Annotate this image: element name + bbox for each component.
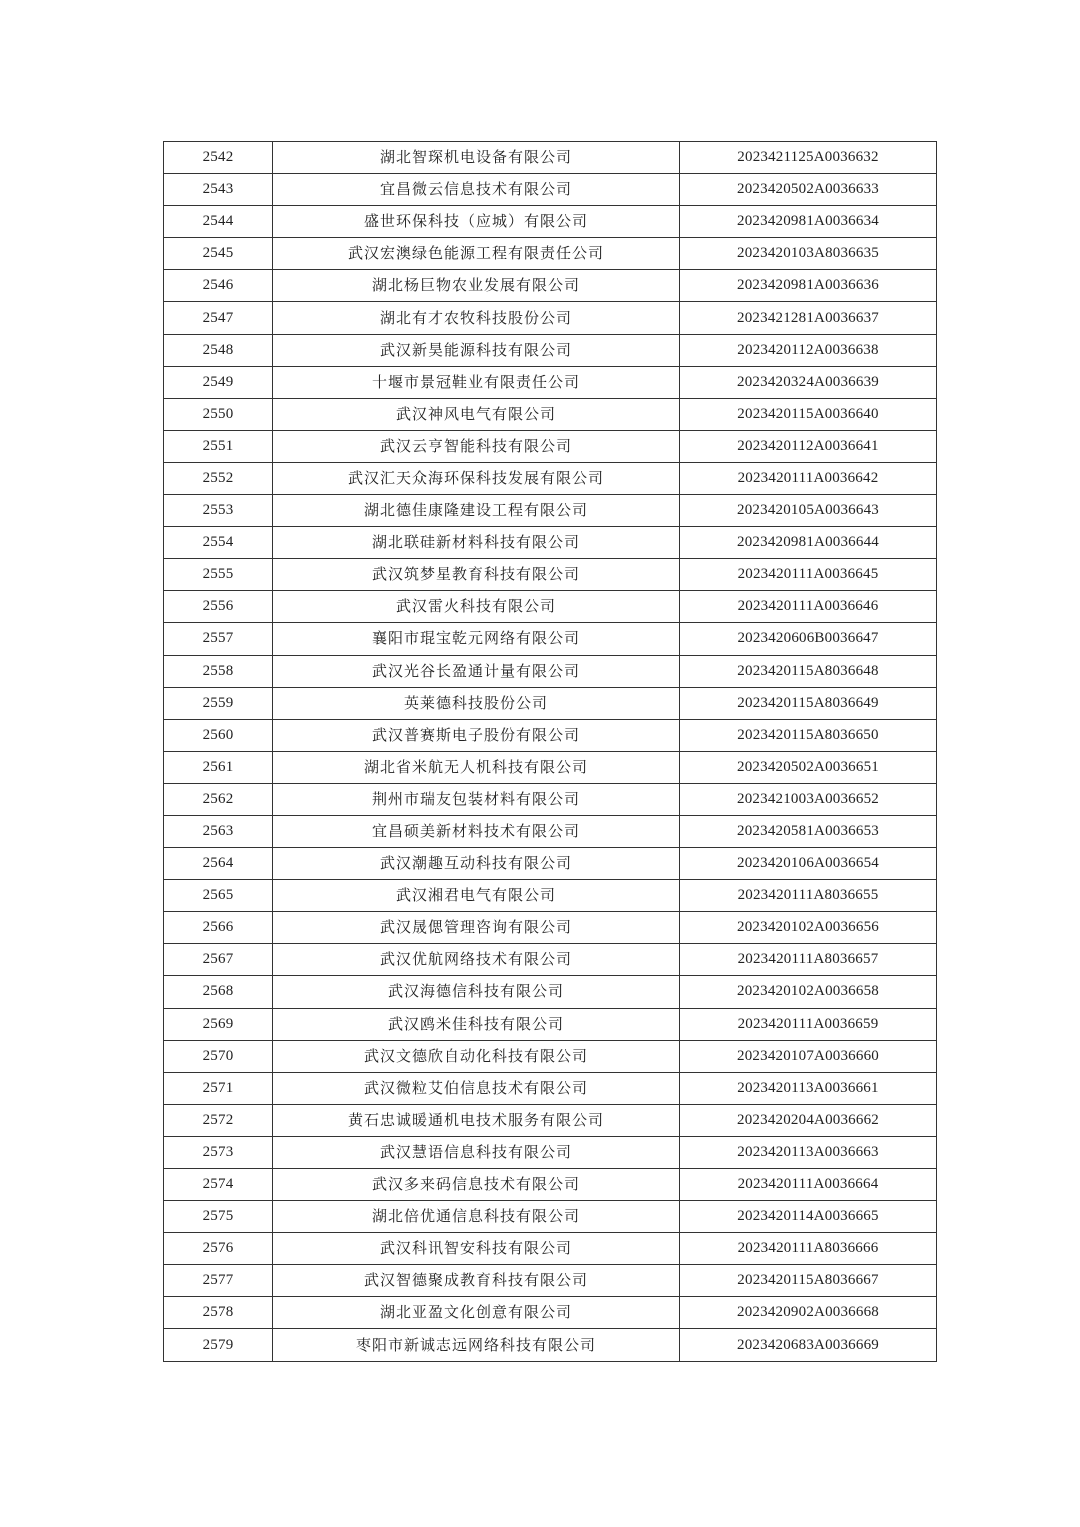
table-row [164, 1040, 937, 1072]
company-name-cell: 武汉鸥米佳科技有限公司 [273, 1008, 680, 1040]
registration-code-cell: 2023420981A0036636 [680, 270, 937, 302]
table-row [164, 880, 937, 912]
registration-code-cell: 2023420204A0036662 [680, 1104, 937, 1136]
registration-code-cell: 2023420981A0036634 [680, 206, 937, 238]
registration-code-cell: 2023420111A0036659 [680, 1008, 937, 1040]
company-name-cell: 武汉慧语信息科技有限公司 [273, 1136, 680, 1168]
company-name-cell: 湖北亚盈文化创意有限公司 [273, 1297, 680, 1329]
row-index-cell: 2565 [164, 880, 273, 912]
table-row [164, 334, 937, 366]
registration-code-cell: 2023420102A0036658 [680, 976, 937, 1008]
company-name-cell: 武汉科讯智安科技有限公司 [273, 1233, 680, 1265]
registration-code-cell: 2023420502A0036651 [680, 751, 937, 783]
table-row [164, 1233, 937, 1265]
row-index-cell: 2553 [164, 495, 273, 527]
company-name-cell: 武汉湘君电气有限公司 [273, 880, 680, 912]
registration-code-cell: 2023420581A0036653 [680, 815, 937, 847]
table-row [164, 623, 937, 655]
company-name-cell: 武汉微粒艾伯信息技术有限公司 [273, 1072, 680, 1104]
company-name-cell: 武汉优航网络技术有限公司 [273, 944, 680, 976]
table-row [164, 687, 937, 719]
table-row [164, 976, 937, 1008]
table-body [164, 142, 937, 1362]
registration-code-cell: 2023420111A0036645 [680, 559, 937, 591]
company-name-cell: 武汉光谷长盈通计量有限公司 [273, 655, 680, 687]
company-name-cell: 湖北倍优通信息科技有限公司 [273, 1201, 680, 1233]
company-name-cell: 武汉筑梦星教育科技有限公司 [273, 559, 680, 591]
company-name-cell: 武汉晟偲管理咨询有限公司 [273, 912, 680, 944]
company-name-cell: 武汉汇天众海环保科技发展有限公司 [273, 462, 680, 494]
table-row [164, 238, 937, 270]
row-index-cell: 2571 [164, 1072, 273, 1104]
row-index-cell: 2570 [164, 1040, 273, 1072]
table-row [164, 783, 937, 815]
table-row [164, 848, 937, 880]
company-name-cell: 荆州市瑞友包装材料有限公司 [273, 783, 680, 815]
table-row [164, 1072, 937, 1104]
table-row [164, 1136, 937, 1168]
table-row [164, 366, 937, 398]
row-index-cell: 2568 [164, 976, 273, 1008]
registration-code-cell: 2023420103A8036635 [680, 238, 937, 270]
row-index-cell: 2566 [164, 912, 273, 944]
table-row [164, 206, 937, 238]
row-index-cell: 2576 [164, 1233, 273, 1265]
registration-code-cell: 2023420115A0036640 [680, 398, 937, 430]
table-row [164, 462, 937, 494]
row-index-cell: 2559 [164, 687, 273, 719]
table-row [164, 559, 937, 591]
company-name-cell: 武汉普赛斯电子股份有限公司 [273, 719, 680, 751]
registration-code-cell: 2023420606B0036647 [680, 623, 937, 655]
table-row [164, 302, 937, 334]
registration-code-cell: 2023420683A0036669 [680, 1329, 937, 1361]
row-index-cell: 2555 [164, 559, 273, 591]
table-row [164, 751, 937, 783]
registration-code-cell: 2023420112A0036641 [680, 430, 937, 462]
registration-code-cell: 2023420111A8036666 [680, 1233, 937, 1265]
registration-code-cell: 2023420115A8036648 [680, 655, 937, 687]
registration-code-cell: 2023420115A8036649 [680, 687, 937, 719]
row-index-cell: 2561 [164, 751, 273, 783]
company-name-cell: 武汉潮趣互动科技有限公司 [273, 848, 680, 880]
row-index-cell: 2569 [164, 1008, 273, 1040]
registration-code-cell: 2023421003A0036652 [680, 783, 937, 815]
registration-code-cell: 2023420111A8036657 [680, 944, 937, 976]
table-row [164, 1008, 937, 1040]
row-index-cell: 2578 [164, 1297, 273, 1329]
registration-code-cell: 2023421125A0036632 [680, 142, 937, 174]
row-index-cell: 2572 [164, 1104, 273, 1136]
table-row [164, 1297, 937, 1329]
company-name-cell: 盛世环保科技（应城）有限公司 [273, 206, 680, 238]
row-index-cell: 2579 [164, 1329, 273, 1361]
table-row [164, 1265, 937, 1297]
table-row [164, 591, 937, 623]
row-index-cell: 2549 [164, 366, 273, 398]
company-name-cell: 襄阳市琨宝乾元网络有限公司 [273, 623, 680, 655]
company-name-cell: 湖北德佳康隆建设工程有限公司 [273, 495, 680, 527]
company-name-cell: 十堰市景冠鞋业有限责任公司 [273, 366, 680, 398]
company-name-cell: 湖北智琛机电设备有限公司 [273, 142, 680, 174]
row-index-cell: 2562 [164, 783, 273, 815]
row-index-cell: 2577 [164, 1265, 273, 1297]
registration-code-cell: 2023420115A8036650 [680, 719, 937, 751]
registration-code-cell: 2023420107A0036660 [680, 1040, 937, 1072]
registration-code-cell: 2023420112A0036638 [680, 334, 937, 366]
table-row [164, 174, 937, 206]
row-index-cell: 2545 [164, 238, 273, 270]
registration-code-cell: 2023420111A0036646 [680, 591, 937, 623]
row-index-cell: 2554 [164, 527, 273, 559]
company-name-cell: 武汉智德聚成教育科技有限公司 [273, 1265, 680, 1297]
row-index-cell: 2557 [164, 623, 273, 655]
company-name-cell: 英莱德科技股份公司 [273, 687, 680, 719]
company-name-cell: 湖北有才农牧科技股份公司 [273, 302, 680, 334]
registration-code-cell: 2023420113A0036663 [680, 1136, 937, 1168]
registration-code-cell: 2023420981A0036644 [680, 527, 937, 559]
company-name-cell: 枣阳市新诚志远网络科技有限公司 [273, 1329, 680, 1361]
company-name-cell: 武汉文德欣自动化科技有限公司 [273, 1040, 680, 1072]
registration-code-cell: 2023420115A8036667 [680, 1265, 937, 1297]
registration-code-cell: 2023420111A8036655 [680, 880, 937, 912]
registration-code-cell: 2023420324A0036639 [680, 366, 937, 398]
company-name-cell: 武汉雷火科技有限公司 [273, 591, 680, 623]
row-index-cell: 2560 [164, 719, 273, 751]
row-index-cell: 2564 [164, 848, 273, 880]
company-name-cell: 宜昌微云信息技术有限公司 [273, 174, 680, 206]
table-row [164, 398, 937, 430]
table-row [164, 815, 937, 847]
row-index-cell: 2574 [164, 1169, 273, 1201]
company-name-cell: 武汉云亨智能科技有限公司 [273, 430, 680, 462]
registration-code-cell: 2023420113A0036661 [680, 1072, 937, 1104]
company-name-cell: 湖北联硅新材料科技有限公司 [273, 527, 680, 559]
row-index-cell: 2546 [164, 270, 273, 302]
row-index-cell: 2547 [164, 302, 273, 334]
registration-code-cell: 2023420105A0036643 [680, 495, 937, 527]
row-index-cell: 2542 [164, 142, 273, 174]
registration-code-cell: 2023420102A0036656 [680, 912, 937, 944]
company-name-cell: 武汉海德信科技有限公司 [273, 976, 680, 1008]
company-name-cell: 武汉神风电气有限公司 [273, 398, 680, 430]
row-index-cell: 2543 [164, 174, 273, 206]
registration-code-cell: 2023420111A0036642 [680, 462, 937, 494]
table-row [164, 527, 937, 559]
row-index-cell: 2573 [164, 1136, 273, 1168]
company-registry-table [163, 141, 937, 1362]
table-row [164, 1329, 937, 1361]
table-row [164, 719, 937, 751]
company-name-cell: 宜昌硕美新材料技术有限公司 [273, 815, 680, 847]
row-index-cell: 2567 [164, 944, 273, 976]
table-row [164, 1104, 937, 1136]
table-row [164, 655, 937, 687]
registration-code-cell: 2023420114A0036665 [680, 1201, 937, 1233]
table-row [164, 495, 937, 527]
registration-code-cell: 2023420502A0036633 [680, 174, 937, 206]
row-index-cell: 2575 [164, 1201, 273, 1233]
company-name-cell: 武汉多来码信息技术有限公司 [273, 1169, 680, 1201]
company-name-cell: 武汉新昊能源科技有限公司 [273, 334, 680, 366]
row-index-cell: 2551 [164, 430, 273, 462]
table-row [164, 1201, 937, 1233]
table-row [164, 1169, 937, 1201]
registration-code-cell: 2023421281A0036637 [680, 302, 937, 334]
table-row [164, 944, 937, 976]
row-index-cell: 2563 [164, 815, 273, 847]
registration-code-cell: 2023420111A0036664 [680, 1169, 937, 1201]
row-index-cell: 2556 [164, 591, 273, 623]
company-name-cell: 湖北杨巨物农业发展有限公司 [273, 270, 680, 302]
registration-code-cell: 2023420902A0036668 [680, 1297, 937, 1329]
registration-code-cell: 2023420106A0036654 [680, 848, 937, 880]
company-name-cell: 湖北省米航无人机科技有限公司 [273, 751, 680, 783]
table-row [164, 142, 937, 174]
row-index-cell: 2552 [164, 462, 273, 494]
table-row [164, 270, 937, 302]
company-name-cell: 黄石忠诚暖通机电技术服务有限公司 [273, 1104, 680, 1136]
company-name-cell: 武汉宏澳绿色能源工程有限责任公司 [273, 238, 680, 270]
row-index-cell: 2548 [164, 334, 273, 366]
row-index-cell: 2544 [164, 206, 273, 238]
row-index-cell: 2550 [164, 398, 273, 430]
row-index-cell: 2558 [164, 655, 273, 687]
table-row [164, 430, 937, 462]
table-row [164, 912, 937, 944]
